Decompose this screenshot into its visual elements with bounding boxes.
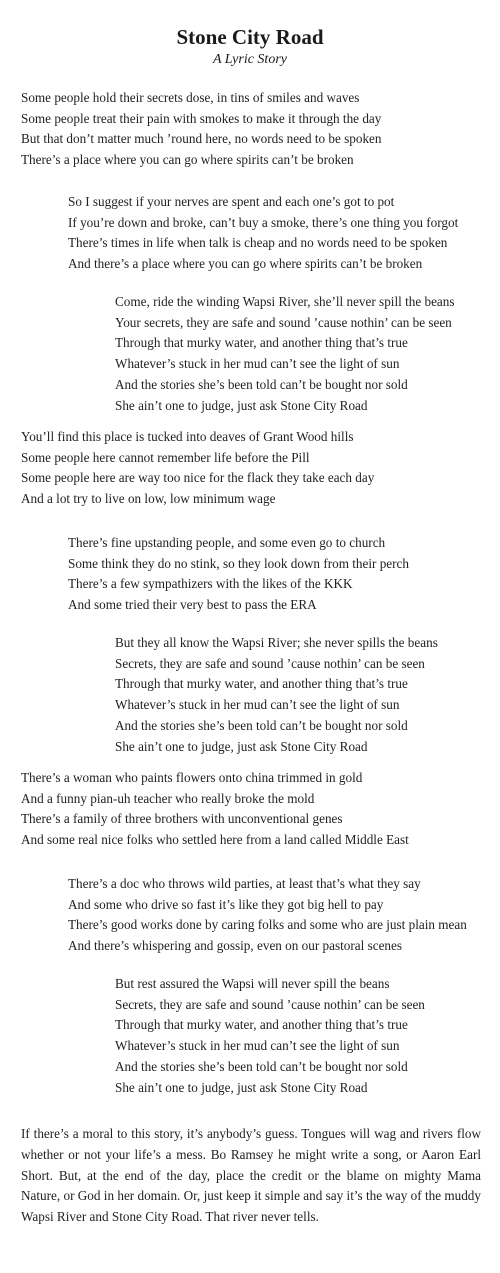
lyric-line: Some people here are way too nice for the flack they take each day bbox=[21, 470, 375, 486]
document-title: Stone City Road bbox=[176, 25, 324, 49]
stanza-verse-6 bbox=[68, 874, 467, 957]
lyric-line: Whatever’s stuck in her mud can’t see the light of sun bbox=[115, 356, 400, 372]
lyric-line: Some people here cannot remember life before the Pill bbox=[21, 449, 310, 465]
lyric-line: Your secrets, they are safe and sound ’cause nothin’ can be seen bbox=[115, 314, 452, 330]
stanza-verse-5 bbox=[21, 768, 409, 851]
lyric-line: There’s good works done by caring folks and some who are just plain mean bbox=[68, 917, 467, 933]
lyric-line: Come, ride the winding Wapsi River, she’ll never spill the beans bbox=[115, 294, 455, 309]
stanza-verse-2 bbox=[68, 192, 458, 275]
lyric-line: Through that murky water, and another thing that’s true bbox=[115, 676, 408, 692]
lyric-line: Through that murky water, and another thing that’s true bbox=[115, 1017, 408, 1033]
stanza-chorus-3 bbox=[115, 974, 425, 1098]
lyric-line: Whatever’s stuck in her mud can’t see the light of sun bbox=[115, 697, 400, 713]
lyric-line: She ain’t one to judge, just ask Stone City Road bbox=[115, 738, 368, 754]
lyric-line: There’s fine upstanding people, and some even go to church bbox=[68, 535, 386, 550]
lyric-line: And the stories she’s been told can’t be bought nor sold bbox=[115, 1058, 408, 1074]
lyric-line: And some who drive so fast it’s like they got big hell to pay bbox=[68, 896, 384, 912]
lyric-line: There’s a doc who throws wild parties, at least that’s what they say bbox=[68, 876, 421, 891]
lyric-line: Some think they do no stink, so they look down from their perch bbox=[68, 555, 410, 571]
stanza-chorus-1 bbox=[115, 292, 455, 416]
stanza-chorus-2 bbox=[115, 633, 438, 757]
lyric-line: Some people treat their pain with smokes to make it through the day bbox=[21, 110, 382, 126]
lyric-line: But rest assured the Wapsi will never spill the beans bbox=[115, 976, 390, 991]
lyric-line: There’s a family of three brothers with unconventional genes bbox=[21, 811, 343, 827]
lyric-line: And some real nice folks who settled here from a land called Middle East bbox=[21, 832, 409, 848]
stanza-verse-3 bbox=[21, 427, 374, 510]
lyric-line: She ain’t one to judge, just ask Stone City Road bbox=[115, 397, 368, 413]
stanza-verse-4 bbox=[68, 533, 409, 616]
closing-paragraph: If there’s a moral to this story, it’s anybody’s guess. Tongues will wag and rivers flow whether or not your life’s a mess. Bo Ramsey he might write a song, or Aaron Earl Short. But, at the end of the day, place the credit or the blame on mighty Mama Nature, or God in her domain. Or, just keep it simple and say it’s the way of the muddy Wapsi River and Stone City Road. That river never tells. bbox=[21, 1126, 481, 1224]
lyric-line: Whatever’s stuck in her mud can’t see the light of sun bbox=[115, 1038, 400, 1054]
lyric-line: And some tried their very best to pass the ERA bbox=[68, 597, 317, 613]
lyric-line: If you’re down and broke, can’t buy a smoke, there’s one thing you forgot bbox=[68, 214, 459, 230]
lyric-line: Through that murky water, and another thing that’s true bbox=[115, 335, 408, 351]
lyric-line: So I suggest if your nerves are spent and each one’s got to pot bbox=[68, 194, 395, 209]
lyric-line: And a funny pian-uh teacher who really broke the mold bbox=[21, 790, 315, 806]
lyric-line: There’s times in life when talk is cheap and no words need to be spoken bbox=[68, 235, 448, 251]
lyric-line: There’s a woman who paints flowers onto china trimmed in gold bbox=[21, 770, 363, 785]
lyric-line: But they all know the Wapsi River; she never spills the beans bbox=[115, 635, 438, 650]
lyric-line: There’s a place where you can go where spirits can’t be broken bbox=[21, 152, 354, 168]
lyric-line: And a lot try to live on low, low minimum wage bbox=[21, 491, 276, 507]
lyric-line: Some people hold their secrets dose, in tins of smiles and waves bbox=[21, 90, 360, 105]
lyric-line: And there’s whispering and gossip, even on our pastoral scenes bbox=[68, 938, 403, 954]
document-subtitle: A Lyric Story bbox=[213, 52, 287, 67]
lyric-line: Secrets, they are safe and sound ’cause nothin’ can be seen bbox=[115, 655, 425, 671]
lyric-line: Secrets, they are safe and sound ’cause nothin’ can be seen bbox=[115, 996, 425, 1012]
lyric-line: And the stories she’s been told can’t be bought nor sold bbox=[115, 376, 408, 392]
lyric-line: But that don’t matter much ’round here, no words need to be spoken bbox=[21, 131, 382, 147]
lyric-line: And the stories she’s been told can’t be bought nor sold bbox=[115, 717, 408, 733]
lyric-line: She ain’t one to judge, just ask Stone City Road bbox=[115, 1079, 368, 1095]
lyric-line: And there’s a place where you can go where spirits can’t be broken bbox=[68, 256, 423, 272]
stanza-verse-1 bbox=[21, 88, 382, 171]
lyric-line: There’s a few sympathizers with the likes of the KKK bbox=[68, 576, 353, 592]
lyric-line: You’ll find this place is tucked into deaves of Grant Wood hills bbox=[21, 429, 354, 444]
